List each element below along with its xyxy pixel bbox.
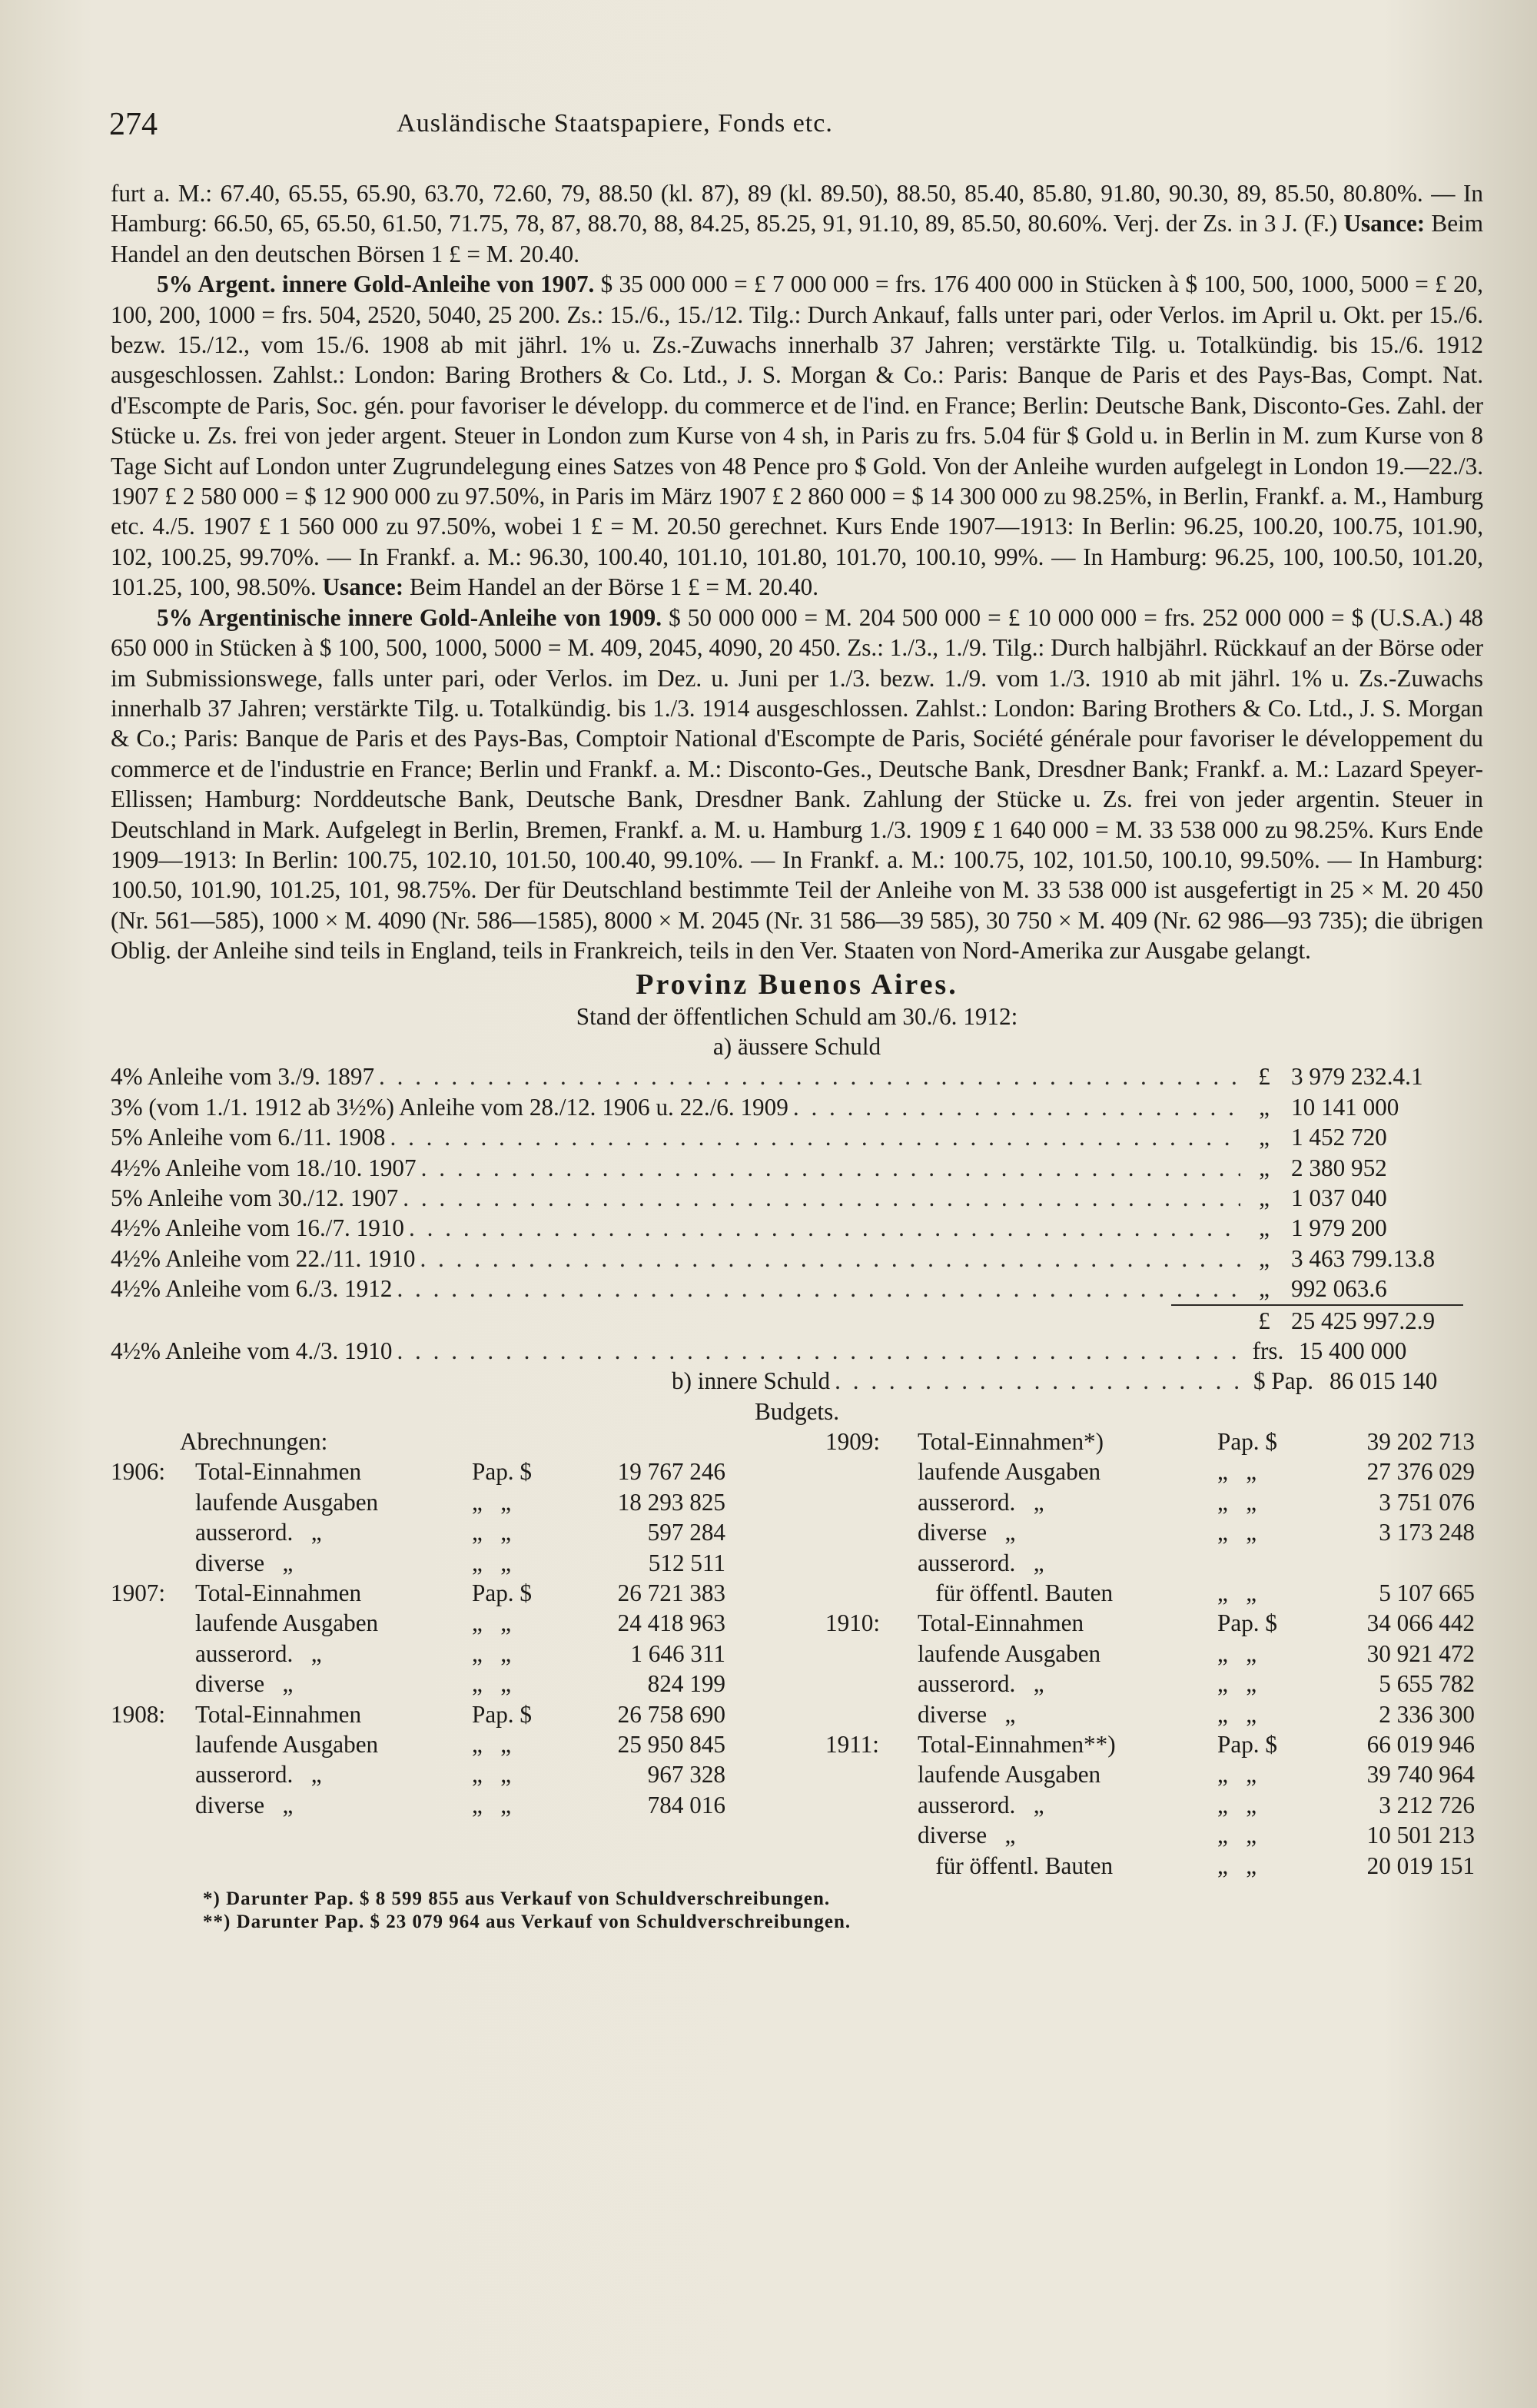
budget-row	[825, 1548, 1486, 1578]
budget-row	[825, 1456, 1486, 1486]
budget-amount: 3 212 726	[1379, 1791, 1475, 1818]
budget-year: 1910:	[825, 1609, 881, 1637]
budget-amount: 30 921 472	[1366, 1639, 1475, 1667]
budget-label: Total-Einnahmen	[918, 1609, 1084, 1637]
budget-amount: 26 758 690	[617, 1700, 725, 1728]
budget-row	[111, 1759, 802, 1789]
budget-label: ausserord. „	[195, 1639, 322, 1667]
budget-amount: 25 950 845	[617, 1730, 725, 1758]
budget-row	[825, 1820, 1486, 1850]
budget-section	[111, 1427, 1483, 1888]
budget-row	[825, 1669, 1486, 1699]
budget-row	[111, 1699, 802, 1729]
budget-year: 1906:	[111, 1458, 166, 1486]
budget-row	[111, 1456, 802, 1486]
budget-year: 1911:	[825, 1730, 879, 1758]
budget-label: für öffentl. Bauten	[918, 1852, 1114, 1879]
budget-row	[825, 1517, 1486, 1547]
budget-amount: 19 767 246	[617, 1458, 725, 1486]
external-debt-total: £ 25 425 997.2.9	[1258, 1307, 1436, 1334]
budget-amount: 784 016	[647, 1791, 725, 1818]
budget-year: 1909:	[825, 1428, 881, 1456]
external-debt-row: 3% (vom 1./1. 1912 ab 3½%) Anleihe vom 28./12. 1906 u. 22./6. 1909 . . . „ 10 141 000	[111, 1092, 1483, 1122]
budget-amount: 39 202 713	[1366, 1428, 1475, 1456]
budget-amount: 27 376 029	[1366, 1458, 1475, 1486]
budget-row	[111, 1608, 802, 1638]
budget-amount: 20 019 151	[1366, 1852, 1475, 1879]
loan-1909-title: 5% Argentinische innere Gold-Anleihe von 1909.	[157, 603, 662, 631]
footnotes	[111, 1888, 1483, 1934]
budget-label: laufende Ausgaben	[918, 1761, 1101, 1789]
budget-label: Total-Einnahmen**)	[918, 1730, 1116, 1758]
budget-unit: „ „	[472, 1670, 512, 1698]
budget-label: Total-Einnahmen	[195, 1458, 362, 1486]
paragraph-loan-1907: 5% Argent. innere Gold-Anleihe von 1907. $ 35 000 000 = £ 7 000 000 = frs. 176 400 000 in Stücken à $ 100, 500, 1000, 5000 = £ 20, 100, 200, 1000 = frs. 504, 2520, 5040, 25 200. Zs.: 15./6., 15./12. Tilg.: Durch Ankauf, falls unter pari, oder Verlos. im April u. Okt. per 15./6. bezw. 15./12., vom 15./6. 1908 ab mit jährl. 1% u. Zs.-Zuwachs innerhalb 37 Jahren; verstärkte Tilg. u. Totalkündig. bis 15./6. 1912 ausgeschlossen. Zahlst.: London: Baring Brothers & Co. Ltd., J. S. Morgan & Co.: Paris: Banque de Paris et des Pays-Bas, Compt. Nat. d'Escompte de Paris, Soc. gén. pour favoriser le développ. du commerce et de l'ind. en France; Berlin: Deutsche Bank, Disconto-Ges. Zahl. der Stücke u. Zs. frei von jeder argent. Steuer in London zum Kurse von 4 sh, in Paris zu frs. 5.04 für $ Gold u. in Berlin in M. zum Kurse von 8 Tage Sicht auf London unter Zugrundelegung eines Satzes von 48 Pence pro $ Gold. Von der Anleihe wurden aufgelegt in London 19.—22./3. 1907 £ 2 580 000 = $ 12 900 000 zu 97.50%, in Paris im März 1907 £ 2 860 000 = $ 14 300 000 zu 98.25%, in Berlin, Frankf. a. M., Hamburg etc. 4./5. 1907 £ 1 560 000 zu 97.50%, wobei 1 £ = M. 20.50 gerechnet. Kurs Ende 1907—1913: In Berlin: 96.25, 100.20, 100.75, 101.90, 102, 100.25, 99.70%. — In Frankf. a. M.: 96.30, 100.40, 101.10, 101.80, 101.70, 100.10, 99%. — In Hamburg: 96.25, 100, 100.50, 101.20, 101.25, 100, 98.50%. Usance: Beim Handel an der Börse 1 £ = M. 20.40.	[111, 271, 1483, 601]
budget-unit: Pap. $	[1217, 1609, 1277, 1637]
budget-label: laufende Ausgaben	[195, 1730, 379, 1758]
budget-unit: „ „	[1217, 1761, 1257, 1789]
budget-unit: „ „	[1217, 1670, 1257, 1698]
external-debt-row: 4½% Anleihe vom 22./11. 1910 . . . „ 3 463 799.13.8	[111, 1244, 1483, 1274]
paragraph-1907-rates: furt a. M.: 67.40, 65.55, 65.90, 63.70, 72.60, 79, 88.50 (kl. 87), 89 (kl. 89.50), 88.50, 85.40, 85.80, 91.80, 90.30, 89, 85.50, 80.80%. — In Hamburg: 66.50, 65, 65.50, 61.50, 71.75, 78, 87, 88.70, 88, 84.25, 85.25, 91, 91.10, 89, 85.50, 80.60%. Verj. der Zs. in 3 J. (F.) Usance: Beim Handel an den deutschen Börsen 1 £ = M. 20.40.	[111, 180, 1483, 267]
budget-amount: 2 336 300	[1379, 1700, 1475, 1728]
budget-amount: 24 418 963	[617, 1609, 725, 1637]
external-debt-row: 5% Anleihe vom 6./11. 1908 . . . „ 1 452 720	[111, 1122, 1483, 1152]
budget-label: ausserord. „	[918, 1791, 1044, 1818]
budget-label: ausserord. „	[195, 1519, 322, 1546]
budget-unit: „ „	[472, 1609, 512, 1637]
budget-row	[111, 1669, 802, 1699]
budget-unit: „ „	[1217, 1639, 1257, 1667]
footnote: *) Darunter Pap. $ 8 599 855 aus Verkauf von Schuldverschreibungen.	[203, 1888, 831, 1910]
budget-year: 1907:	[111, 1579, 166, 1607]
frs-loan-row: 4½% Anleihe vom 4./3. 1910 . . . frs. 15 400 000	[111, 1336, 1483, 1366]
budget-unit: „ „	[472, 1639, 512, 1667]
budget-unit: Pap. $	[472, 1700, 532, 1728]
section-title: Provinz Buenos Aires.	[636, 968, 958, 1001]
budget-unit: „ „	[1217, 1822, 1257, 1849]
budget-amount: 5 107 665	[1379, 1579, 1475, 1607]
paragraph-loan-1909: 5% Argentinische innere Gold-Anleihe von 1909. $ 50 000 000 = M. 204 500 000 = £ 10 000 000 = frs. 252 000 000 = $ (U.S.A.) 48 650 000 in Stücken à $ 100, 500, 1000, 5000 = M. 409, 2045, 4090, 20 450. Zs.: 1./3., 1./9. Tilg.: Durch halbjährl. Rückkauf an der Börse oder im Submissionswege, falls unter pari, oder Verlos. im Dez. u. Juni per 1./3. bezw. 1./9. vom 1./3. 1910 ab mit jährl. 1% u. Zs.-Zuwachs innerhalb 37 Jahren; verstärkte Tilg. u. Totalkündig. bis 1./3. 1914 ausgeschlossen. Zahlst.: London: Baring Brothers & Co. Ltd., J. S. Morgan & Co.; Paris: Banque de Paris et des Pays-Bas, Comptoir National d'Escompte de Paris, Société générale pour favoriser le développement du commerce et de l'industrie en France; Berlin und Frankf. a. M.: Disconto-Ges., Deutsche Bank, Dresdner Bank; Frankf. a. M.: Lazard Speyer-Ellissen; Hamburg: Norddeutsche Bank, Deutsche Bank, Dresdner Bank. Zahlung der Stücke u. Zs. frei von jeder argentin. Steuer in Deutschland in Mark. Aufgelegt in Berlin, Bremen, Frankf. a. M. u. Hamburg 1./3. 1909 £ 1 640 000 = M. 33 538 000 zu 98.25%. Kurs Ende 1909—1913: In Berlin: 100.75, 102.10, 101.50, 100.40, 99.10%. — In Frankf. a. M.: 100.75, 102, 101.50, 100.10, 99.50%. — In Hamburg: 100.50, 101.90, 101.25, 101, 98.75%. Der für Deutschland bestimmte Teil der Anleihe von M. 33 538 000 ist ausgefertigt in 25 × M. 20 450 (Nr. 561—585), 1000 × M. 4090 (Nr. 586—1585), 8000 × M. 2045 (Nr. 31 586—39 585), 30 750 × M. 409 (Nr. 62 986—93 735); die übrigen Oblig. der Anleihe sind teils in England, teils in Frankreich, teils in den Ver. Staaten von Nord-Amerika zur Ausgabe gelangt.	[111, 603, 1484, 965]
budget-amount: 5 655 782	[1379, 1670, 1475, 1698]
budget-label: für öffentl. Bauten	[918, 1579, 1114, 1607]
budget-amount: 824 199	[647, 1670, 725, 1698]
budget-amount: 512 511	[648, 1549, 725, 1576]
budget-row	[825, 1699, 1486, 1729]
budget-unit: Pap. $	[1217, 1730, 1277, 1758]
budget-row	[111, 1578, 802, 1608]
budget-amount: 967 328	[647, 1761, 725, 1789]
budget-amount: 66 019 946	[1366, 1730, 1475, 1758]
budget-unit: „ „	[472, 1519, 512, 1546]
budget-amount: 597 284	[647, 1519, 725, 1546]
budget-unit: „ „	[472, 1791, 512, 1818]
budget-unit: „ „	[1217, 1700, 1257, 1728]
budget-amount: 10 501 213	[1366, 1822, 1475, 1849]
footnote: **) Darunter Pap. $ 23 079 964 aus Verkauf von Schuldverschreibungen.	[203, 1911, 851, 1933]
budget-row	[111, 1729, 802, 1759]
budget-row	[111, 1790, 802, 1820]
budget-row	[825, 1487, 1486, 1517]
budget-row	[825, 1639, 1486, 1669]
budget-row	[825, 1759, 1486, 1789]
budget-left-column	[111, 1427, 802, 1820]
loan-1907-title: 5% Argent. innere Gold-Anleihe von 1907.	[157, 271, 595, 298]
internal-debt-row: b) innere Schuld . . . $ Pap. 86 015 140	[111, 1366, 1483, 1396]
budget-row	[111, 1517, 802, 1547]
budget-label: ausserord. „	[918, 1488, 1044, 1516]
budget-year: 1908:	[111, 1700, 166, 1728]
budget-unit: Pap. $	[472, 1579, 532, 1607]
budgets-title: Budgets.	[754, 1397, 840, 1425]
budget-row	[825, 1851, 1486, 1881]
budget-unit: „ „	[472, 1488, 512, 1516]
external-debt-row: 4% Anleihe vom 3./9. 1897 . . . £ 3 979 232.4.1	[111, 1061, 1483, 1091]
budget-label: Total-Einnahmen	[195, 1700, 362, 1728]
budget-unit: „ „	[1217, 1488, 1257, 1516]
budget-unit: „ „	[1217, 1791, 1257, 1818]
budget-unit: „ „	[472, 1549, 512, 1576]
running-title: Ausländische Staatspapiere, Fonds etc.	[397, 109, 833, 138]
budget-amount: 18 293 825	[617, 1488, 725, 1516]
budget-amount: 3 751 076	[1379, 1488, 1475, 1516]
budget-right-column	[825, 1427, 1486, 1881]
budget-label: laufende Ausgaben	[195, 1609, 379, 1637]
budget-amount: 39 740 964	[1366, 1761, 1475, 1789]
budget-unit: „ „	[1217, 1458, 1257, 1486]
budget-label: laufende Ausgaben	[918, 1639, 1101, 1667]
external-debt-row: 4½% Anleihe vom 18./10. 1907 . . . „ 2 380 952	[111, 1153, 1483, 1183]
section-subtitle: Stand der öffentlichen Schuld am 30./6. 1912:	[576, 1002, 1018, 1030]
budget-unit: „ „	[1217, 1579, 1257, 1607]
budget-label: ausserord. „	[195, 1761, 322, 1789]
budget-label: diverse „	[195, 1549, 294, 1576]
abrechnungen-label: Abrechnungen:	[180, 1428, 328, 1456]
budget-unit: „ „	[472, 1730, 512, 1758]
budget-unit: „ „	[1217, 1519, 1257, 1546]
budget-label: laufende Ausgaben	[195, 1488, 379, 1516]
budget-row	[825, 1578, 1486, 1608]
budget-label: laufende Ausgaben	[918, 1458, 1101, 1486]
budget-label: diverse „	[918, 1822, 1016, 1849]
budget-row	[111, 1487, 802, 1517]
budget-amount: 26 721 383	[617, 1579, 725, 1607]
external-debt-row: 4½% Anleihe vom 16./7. 1910 . . . „ 1 979 200	[111, 1213, 1483, 1243]
external-debt-list	[111, 1061, 1483, 1304]
budget-unit: Pap. $	[1217, 1428, 1277, 1456]
budget-label: ausserord. „	[918, 1549, 1044, 1576]
budget-label: diverse „	[918, 1519, 1016, 1546]
budget-unit: „ „	[472, 1761, 512, 1789]
budget-unit: Pap. $	[472, 1458, 532, 1486]
budget-label: Total-Einnahmen*)	[918, 1428, 1104, 1456]
budget-label: diverse „	[918, 1700, 1016, 1728]
page-header	[0, 106, 1537, 152]
external-debt-row: 5% Anleihe vom 30./12. 1907 . . . „ 1 037 040	[111, 1183, 1483, 1213]
budget-label: diverse „	[195, 1670, 294, 1698]
budget-row	[825, 1790, 1486, 1820]
budget-row	[825, 1427, 1486, 1456]
budget-row	[111, 1548, 802, 1578]
budget-label: ausserord. „	[918, 1670, 1044, 1698]
external-debt-row: 4½% Anleihe vom 6./3. 1912 . . . „ 992 063.6	[111, 1274, 1483, 1304]
budget-amount: 3 173 248	[1379, 1519, 1475, 1546]
budget-label: Total-Einnahmen	[195, 1579, 362, 1607]
budget-row	[111, 1639, 802, 1669]
budget-amount: 34 066 442	[1366, 1609, 1475, 1637]
budget-row	[825, 1729, 1486, 1759]
page-body	[111, 178, 1483, 1934]
page-number: 274	[109, 107, 158, 142]
budget-label: diverse „	[195, 1791, 294, 1818]
budget-row	[825, 1608, 1486, 1638]
budget-unit: „ „	[1217, 1852, 1257, 1879]
budget-amount: 1 646 311	[630, 1639, 725, 1667]
external-debt-heading: a) äussere Schuld	[712, 1032, 881, 1060]
